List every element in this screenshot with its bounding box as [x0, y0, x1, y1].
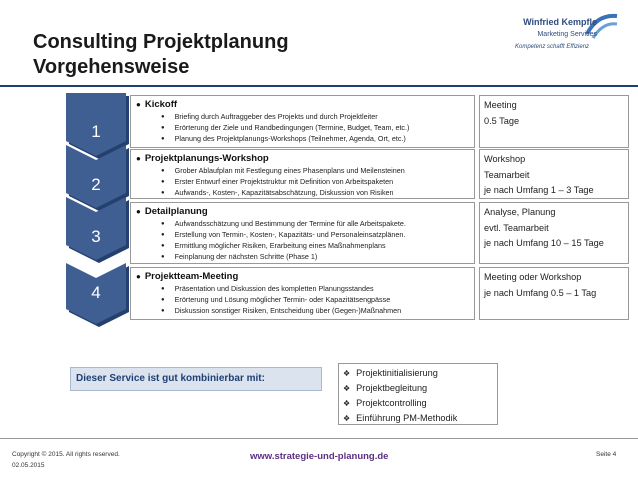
effort-line: Meeting oder Workshop [484, 272, 582, 282]
list-item: ● Erster Entwurf einer Projektstruktur mit Definition von Arbeitspaketen [161, 177, 405, 188]
phase-4-effort [479, 267, 629, 320]
phase-4-title: ● Projektteam-Meeting [136, 271, 238, 282]
footer-copyright: Copyright © 2015. All rights reserved. [12, 451, 120, 458]
phase-3-number: 3 [91, 227, 101, 246]
effort-line: je nach Umfang 0.5 – 1 Tag [484, 287, 597, 298]
page-title [33, 30, 289, 80]
phase-3-title: ● Detailplanung [136, 206, 208, 217]
effort-line: je nach Umfang 10 – 15 Tage [484, 238, 604, 248]
phase-1-box [130, 95, 475, 148]
header-divider [0, 85, 638, 87]
list-item: ❖ Projektcontrolling [343, 396, 497, 411]
list-item: ● Planung des Projektplanungs-Workshops (Teilnehmer, Agenda, Ort, etc.) [161, 134, 409, 145]
phase-1-effort [479, 95, 629, 148]
phase-1-items [161, 112, 409, 145]
list-item: ● Grober Ablaufplan mit Festlegung eines Phasenplans und Meilensteinen [161, 166, 405, 177]
footer-date: 02.05.2015 [12, 462, 45, 469]
effort-line: 0.5 Tage [484, 115, 520, 126]
phase-3-box [130, 202, 475, 264]
phase-3-chevron [66, 197, 126, 263]
title-line-1: Consulting Projektplanung [33, 31, 289, 53]
title-line-2: Vorgehensweise [33, 56, 190, 78]
phase-2-box [130, 149, 475, 199]
list-item: ● Erörterung der Ziele und Randbedingungen (Termine, Budget, Team, etc.) [161, 123, 409, 134]
logo-slogan: Kompetenz schafft Effizienz [515, 44, 590, 50]
phase-2-effort [479, 149, 629, 199]
list-item: ● Feinplanung der nächsten Schritte (Phase 1) [161, 252, 406, 263]
list-item: ● Diskussion sonstiger Risiken, Entscheidung über (Gegen-)Maßnahmen [161, 306, 401, 317]
footer-divider [0, 438, 638, 439]
footer-url-link[interactable]: www.strategie-und-planung.de [250, 451, 389, 462]
list-item: ● Ermittlung möglicher Risiken, Erarbeitung eines Maßnahmenplans [161, 241, 406, 252]
service-combination-label: Dieser Service ist gut kombinierbar mit: [70, 367, 322, 391]
list-item: ❖ Einführung PM-Methodik [343, 411, 497, 426]
phase-1-number: 1 [91, 122, 101, 141]
effort-line: evtl. Teamarbeit [484, 222, 549, 233]
phase-4-number: 4 [91, 283, 101, 302]
list-item: ❖ Projektbegleitung [343, 381, 497, 396]
phase-3-effort [479, 202, 629, 264]
phase-2-title: ● Projektplanungs-Workshop [136, 153, 269, 164]
phase-2-number: 2 [91, 175, 101, 194]
logo-name: Winfried Kempfle [523, 17, 597, 27]
effort-line: Workshop [484, 154, 526, 164]
list-item: ● Erörterung und Lösung möglicher Termin- oder Kapazitätsengpässe [161, 295, 401, 306]
list-item: ● Präsentation und Diskussion des kompletten Planungsstandes [161, 284, 401, 295]
phase-3-items [161, 219, 406, 263]
footer-page-number: Seite 4 [596, 451, 617, 458]
effort-line: Teamarbeit [484, 169, 530, 180]
effort-line: Meeting [484, 100, 517, 110]
phase-4-box [130, 267, 475, 320]
list-item: ● Erstellung von Termin-, Kosten-, Kapazitäts- und Personaleinsatzplänen. [161, 230, 406, 241]
list-item: ● Briefing durch Auftraggeber des Projekts und durch Projektleiter [161, 112, 409, 123]
phase-4-items [161, 284, 401, 317]
list-item: ● Aufwands-, Kosten-, Kapazitätsabschätzung, Diskussion von Risiken [161, 188, 405, 199]
effort-line: Analyse, Planung [484, 207, 556, 217]
service-list [338, 363, 498, 425]
effort-line: je nach Umfang 1 – 3 Tage [484, 185, 594, 195]
logo-sub: Marketing Services [537, 31, 597, 38]
phase-4-chevron [66, 263, 126, 327]
phase-2-items [161, 166, 405, 199]
list-item: ❖ Projektinitialisierung [343, 366, 497, 381]
logo-icon [583, 10, 619, 44]
list-item: ● Aufwandsschätzung und Bestimmung der Termine für alle Arbeitspakete. [161, 219, 406, 230]
phase-1-title: ● Kickoff [136, 99, 177, 110]
